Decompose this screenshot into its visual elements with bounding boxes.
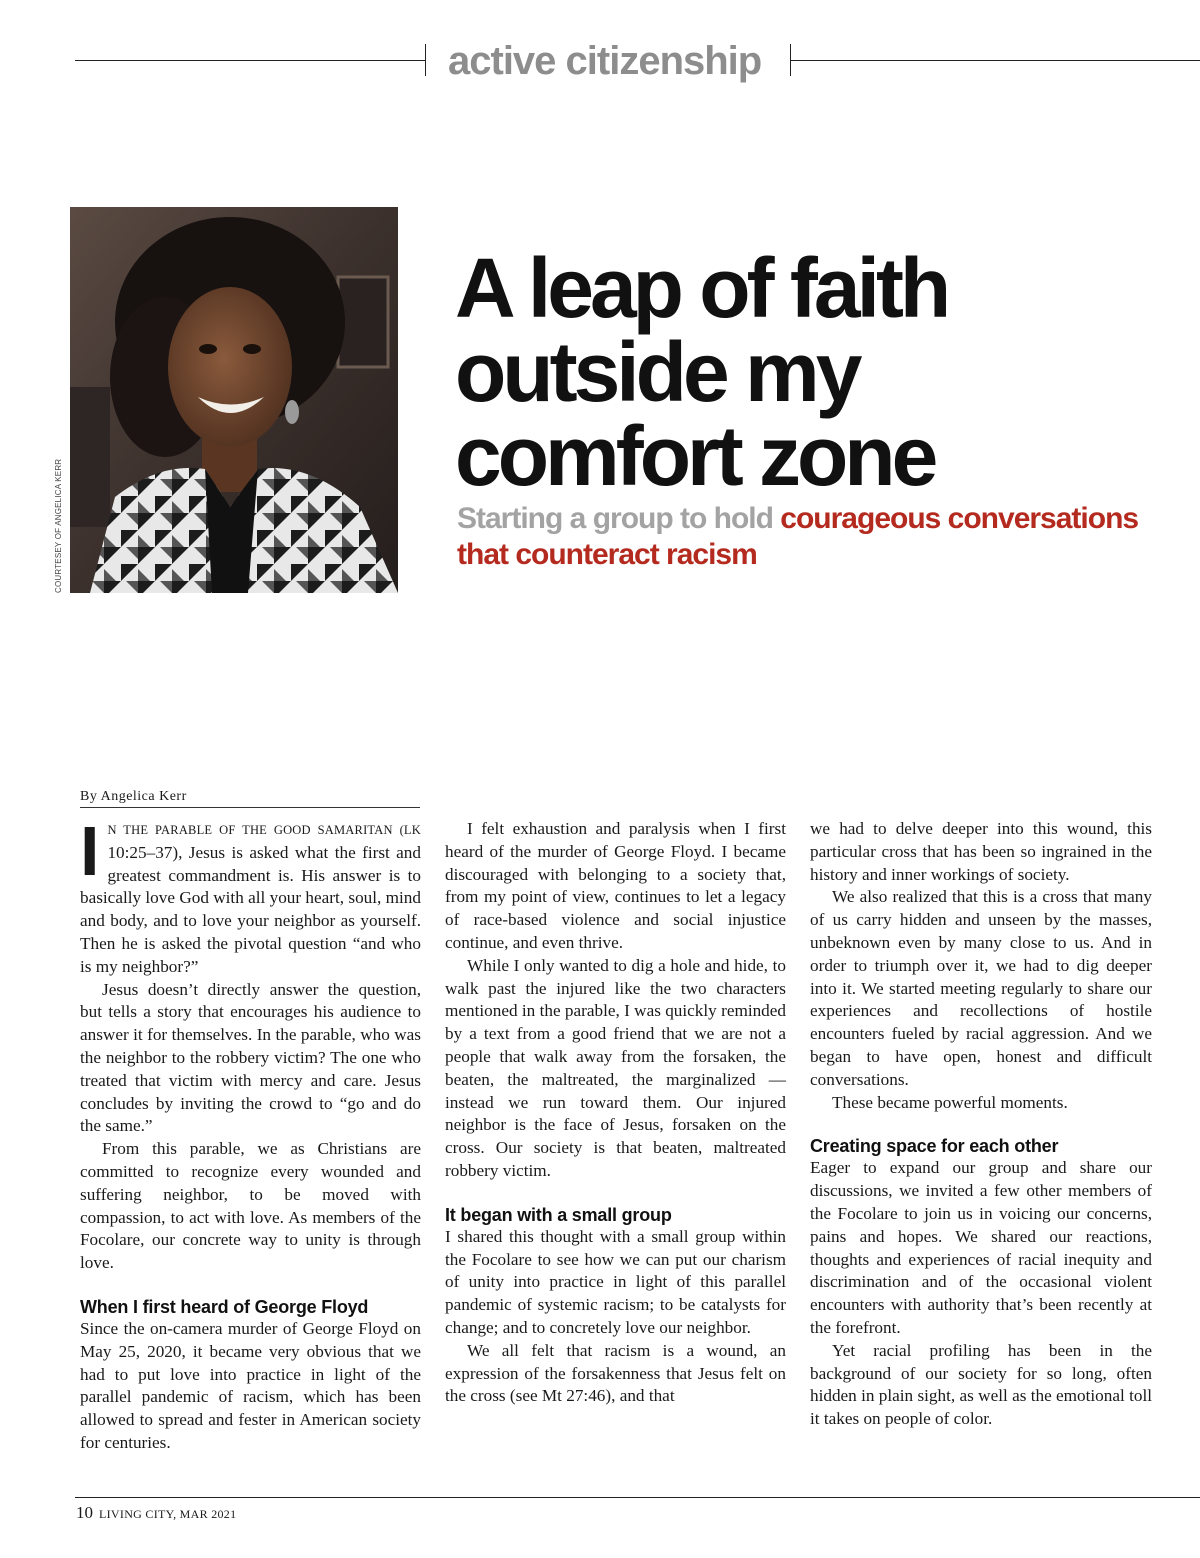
paragraph-text: 10:25–37), Jesus is asked what the first and greatest commandment is. His answer is to basically love God with all your heart, soul, mind and body, and to love your neighbor as yourself. Then he is asked the pivotal question “and who is my neighbor?”	[80, 842, 421, 976]
header-rule-left	[75, 60, 425, 61]
paragraph: Yet racial profiling has been in the background of our society for so long, often hidden in plain sight, as well as the emotional toll it takes on people of color.	[810, 1340, 1152, 1429]
subheadline-gray: Starting a group to hold	[457, 502, 781, 535]
paragraph: Jesus doesn’t directly answer the question, but tells a story that encourages his audience to answer it for themselves. In the parable, who was the neighbor to the robbery victim? The one who treated that victim with mercy and care. Jesus concludes by inviting the crowd to “go and do the same.”	[80, 979, 421, 1136]
section-label: active citizenship	[448, 39, 762, 83]
byline-prefix: By	[80, 789, 98, 804]
subheadline-red: courageous conversations that counteract racism	[457, 502, 1139, 571]
headline-line-3: comfort zone	[455, 409, 935, 503]
paragraph: While I only wanted to dig a hole and hide, to walk past the injured like the two characters mentioned in the parable, I was quickly reminded by a text from a good friend that we are not a people that walk away from the forsaken, the beaten, the maltreated, the marginalized — instead we run toward them. Our injured neighbor is the face of Jesus, forsaken on the cross. Our society is that beaten, maltreated robbery victim.	[445, 955, 786, 1180]
headline-line-1: A leap of faith	[455, 241, 948, 335]
byline	[80, 789, 420, 808]
byline-author: Angelica Kerr	[100, 789, 187, 804]
headline	[455, 241, 1175, 503]
subhead: When I first heard of George Floyd	[80, 1296, 369, 1317]
article-column-3	[810, 818, 1152, 1431]
page-number: 10	[76, 1503, 93, 1522]
paragraph: From this parable, we as Christians are committed to recognize every wounded and suffering neighbor, to be moved with compassion, to act with love. As members of the Focolare, our concrete way to unity is through love.	[80, 1139, 421, 1273]
paragraph: Since the on-camera murder of George Floyd on May 25, 2020, it became very obvious that we had to put love into practice in light of the parallel pandemic of racism, which has been allowed to spread and fester in American society for centuries.	[80, 1318, 421, 1452]
magazine-issue: LIVING CITY, MAR 2021	[99, 1507, 237, 1521]
paragraph	[80, 812, 421, 979]
article-column-1	[80, 812, 421, 1455]
author-photo	[70, 207, 398, 593]
headline-line-2: outside my	[455, 325, 859, 419]
drop-cap: I	[80, 812, 100, 890]
paragraph: Eager to expand our group and share our discussions, we invited a few other members of the Focolare to join us in voicing our concerns, pains and hopes. We shared our reactions, thoughts and experiences of racial inequity and discrimination and of the occasional violent encounters with authority that’s been recently at the forefront.	[810, 1158, 1152, 1337]
paragraph: We all felt that racism is a wound, an expression of the forsakenness that Jesus felt on the cross (see Mt 27:46), and that	[445, 1340, 786, 1406]
paragraph: we had to delve deeper into this wound, this particular cross that has been so ingrained in the history and inner workings of society.	[810, 819, 1152, 884]
header-rule-right	[790, 60, 1200, 61]
footer-rule	[75, 1497, 1200, 1498]
subhead: It began with a small group	[445, 1204, 672, 1225]
paragraph: I shared this thought with a small group within the Focolare to see how we can put our charism of unity into practice in light of this parallel pandemic of systemic racism; to be catalysts for change; and to concretely love our neighbor.	[445, 1226, 786, 1337]
lead-in: N THE PARABLE OF THE GOOD SAMARITAN (LK	[107, 823, 421, 837]
page-footer	[76, 1503, 236, 1523]
subhead: Creating space for each other	[810, 1136, 1059, 1157]
photo-credit: COURTESEY OF ANGELICA KERR	[54, 458, 63, 593]
header-tick-left	[425, 44, 426, 76]
paragraph: I felt exhaustion and paralysis when I first heard of the murder of George Floyd. I became discouraged with belonging to a society that, from my point of view, continues to let a legacy of race-based violence and social injustice continue, and even thrive.	[445, 819, 786, 952]
paragraph: These became powerful moments.	[832, 1092, 1068, 1112]
article-column-2	[445, 818, 786, 1408]
subheadline	[457, 501, 1177, 573]
paragraph: We also realized that this is a cross that many of us carry hidden and unseen by the masses, unbeknown even by many close to us. And in order to triumph over it, we had to dig deeper into it. We started meeting regularly to share our experiences and recollections of hostile encounters fueled by racial aggression. And we began to have open, honest and difficult conversations.	[810, 887, 1152, 1089]
